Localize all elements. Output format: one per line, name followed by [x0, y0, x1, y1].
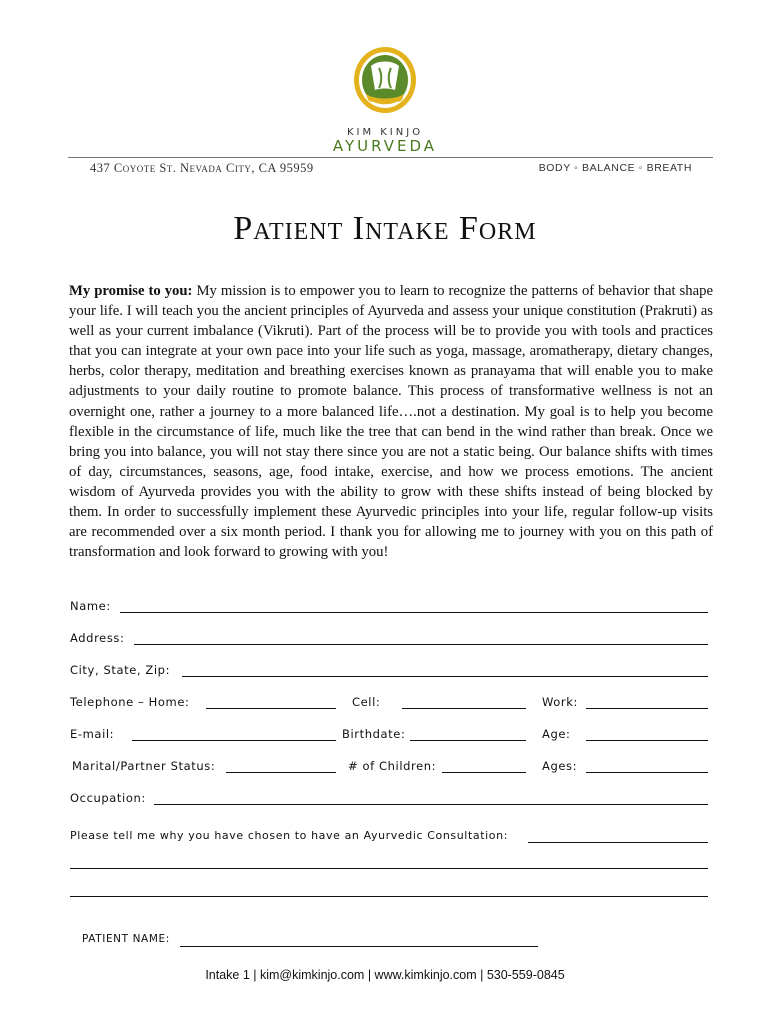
email-label: E-mail:	[70, 727, 115, 741]
tagline: BODY ◦ BALANCE ◦ BREATH	[538, 162, 692, 174]
name-field[interactable]	[120, 612, 708, 613]
occupation-label: Occupation:	[70, 791, 146, 805]
consultation-reason-field[interactable]	[528, 842, 708, 843]
name-label: Name:	[70, 599, 111, 613]
footer-contact: Intake 1 | kim@kimkinjo.com | www.kimkinjo.com | 530-559-0845	[205, 968, 565, 982]
consultation-line-3	[70, 879, 710, 899]
telephone-home-field[interactable]	[206, 708, 336, 709]
email-row	[70, 723, 710, 743]
brand-name: KIM KINJO	[346, 127, 424, 138]
consultation-reason-label: Please tell me why you have chosen to have an Ayurvedic Consultation:	[70, 829, 508, 842]
consultation-line-2	[70, 851, 710, 871]
occupation-row	[70, 787, 710, 807]
patient-name-row	[70, 929, 710, 949]
marital-status-label: Marital/Partner Status:	[72, 759, 216, 773]
telephone-row	[70, 691, 710, 711]
city-row	[70, 659, 710, 679]
promise-paragraph	[69, 281, 713, 562]
promise-text: My mission is to empower you to learn to recognize the patterns of behavior that shape your life. I will teach you the ancient principles of Ayurveda and assess your unique constitution (Prakruti) as well as your current imbalance (Vikruti). Part of the process will be to provide you with tools and practices that you can integrate at your own pace into your life such as yoga, massage, aromatherapy, dietary changes, herbs, color therapy, meditation and breathing exercises known as pranayama that will enable you to make adjustments to your daily routine to promote balance. This process of transformative wellness is not an overnight one, rather a journey to a more balanced life….not a destination. My goal is to help you become flexible in the circumstance of life, much like the tree that can bend in the wind rather than break. Once we bring you into balance, you will not stay there since you are not a static being. Our balance shifts with times of day, circumstances, seasons, age, food intake, exercise, and how we process emotions. The ancient wisdom of Ayurveda provides you with the ability to grow with these shifts instead of being blocked by them. In order to successfully implement these Ayurvedic principles into your life, regular follow-up visits are recommended over a six month period. I thank you for allowing me to journey with you on this path of transformation and look forward to growing with you!	[69, 283, 713, 561]
children-label: # of Children:	[348, 759, 437, 773]
cell-label: Cell:	[352, 695, 381, 709]
city-label: City, State, Zip:	[70, 663, 171, 677]
work-field[interactable]	[586, 708, 708, 709]
address-label: Address:	[70, 631, 125, 645]
email-field[interactable]	[132, 740, 336, 741]
patient-name-label: PATIENT NAME:	[82, 933, 170, 945]
birthdate-field[interactable]	[410, 740, 526, 741]
page-title: Patient Intake Form	[233, 210, 537, 247]
city-state-zip-field[interactable]	[182, 676, 708, 677]
marital-row	[70, 755, 710, 775]
consultation-row	[70, 825, 710, 845]
ages-field[interactable]	[586, 772, 708, 773]
consultation-reason-field-3[interactable]	[70, 896, 708, 897]
work-label: Work:	[542, 695, 578, 709]
patient-name-field[interactable]	[180, 946, 538, 947]
consultation-reason-field-2[interactable]	[70, 868, 708, 869]
promise-label: My promise to you:	[69, 283, 193, 299]
clinic-address: 437 Coyote St. Nevada City, CA 95959	[90, 161, 314, 175]
age-label: Age:	[542, 727, 571, 741]
birthdate-label: Birthdate:	[342, 727, 406, 741]
occupation-field[interactable]	[154, 804, 708, 805]
age-field[interactable]	[586, 740, 708, 741]
marital-status-field[interactable]	[226, 772, 336, 773]
children-field[interactable]	[442, 772, 526, 773]
logo-emblem-icon	[352, 44, 418, 122]
ayurveda-logo	[352, 44, 418, 122]
brand-subtitle: AYURVEDA	[332, 137, 438, 155]
ages-label: Ages:	[542, 759, 578, 773]
cell-field[interactable]	[402, 708, 526, 709]
name-row	[70, 595, 710, 615]
address-row	[70, 627, 710, 647]
address-field[interactable]	[134, 644, 708, 645]
telephone-home-label: Telephone – Home:	[70, 695, 190, 709]
header-divider	[68, 157, 713, 158]
